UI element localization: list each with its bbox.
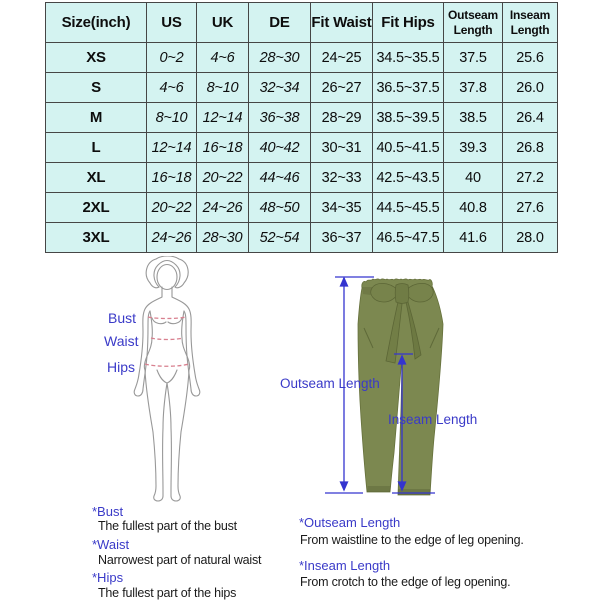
- column-header-de: DE: [249, 3, 311, 43]
- outseam-length-label: Outseam Length: [280, 376, 380, 391]
- cell: 36~38: [249, 103, 311, 133]
- cell: 24~25: [311, 43, 373, 73]
- bust-label: Bust: [108, 310, 137, 326]
- cell: 26.8: [503, 133, 558, 163]
- cell: 42.5~43.5: [373, 163, 444, 193]
- cell: 34~35: [311, 193, 373, 223]
- table-row-3xl: [46, 223, 558, 253]
- cell: 27.2: [503, 163, 558, 193]
- cell: 4~6: [147, 73, 197, 103]
- figure-left-leg: [145, 370, 167, 501]
- note-term-outseam: *Outseam Length: [299, 515, 401, 530]
- cell: 28~29: [311, 103, 373, 133]
- note-term-waist: *Waist: [92, 537, 130, 552]
- cell: 8~10: [197, 73, 249, 103]
- note-desc-waist: Narrowest part of natural waist: [98, 553, 262, 567]
- cell: 28~30: [197, 223, 249, 253]
- column-header-uk: UK: [197, 3, 249, 43]
- table-row-xs: [46, 43, 558, 73]
- cell: 30~31: [311, 133, 373, 163]
- cell: 34.5~35.5: [373, 43, 444, 73]
- cell: 44~46: [249, 163, 311, 193]
- cell: 4~6: [197, 43, 249, 73]
- waist-label: Waist: [104, 333, 139, 349]
- note-term-inseam: *Inseam Length: [299, 558, 391, 573]
- hips-measure-line: [145, 364, 189, 366]
- figure-bra-cups: [152, 318, 182, 324]
- body-measurement-figure: [126, 256, 210, 502]
- cell: 37.8: [444, 73, 503, 103]
- figure-face: [157, 265, 177, 290]
- cell: 32~34: [249, 73, 311, 103]
- cell: S: [46, 73, 147, 103]
- cell: 20~22: [197, 163, 249, 193]
- table-row-xl: [46, 163, 558, 193]
- figure-right-leg: [167, 370, 189, 501]
- cell: 37.5: [444, 43, 503, 73]
- cell: 20~22: [147, 193, 197, 223]
- column-header-inseam: Inseam Length: [503, 3, 558, 43]
- cell: 0~2: [147, 43, 197, 73]
- table-row-l: [46, 133, 558, 163]
- cell: 25.6: [503, 43, 558, 73]
- cell: XL: [46, 163, 147, 193]
- cell: 3XL: [46, 223, 147, 253]
- cell: 38.5: [444, 103, 503, 133]
- column-header-outseam: Outseam Length: [444, 3, 503, 43]
- cell: L: [46, 133, 147, 163]
- cell: 46.5~47.5: [373, 223, 444, 253]
- table-row-m: [46, 103, 558, 133]
- note-desc-bust: The fullest part of the bust: [98, 519, 237, 533]
- column-header-fit-waist: Fit Waist: [311, 3, 373, 43]
- cell: 24~26: [147, 223, 197, 253]
- cell: 16~18: [197, 133, 249, 163]
- cell: 26.0: [503, 73, 558, 103]
- cell: 26~27: [311, 73, 373, 103]
- cell: 39.3: [444, 133, 503, 163]
- bust-measure-line: [148, 317, 186, 319]
- cell: 36.5~37.5: [373, 73, 444, 103]
- figure-torso: [144, 311, 190, 370]
- cell: 40: [444, 163, 503, 193]
- cell: 41.6: [444, 223, 503, 253]
- cell: 24~26: [197, 193, 249, 223]
- column-header-us: US: [147, 3, 197, 43]
- cell: M: [46, 103, 147, 133]
- note-desc-inseam: From crotch to the edge of leg opening.: [300, 575, 511, 589]
- waist-measure-line: [151, 338, 183, 340]
- cell: 27.6: [503, 193, 558, 223]
- cell: 26.4: [503, 103, 558, 133]
- note-desc-outseam: From waistline to the edge of leg opening.: [300, 533, 524, 547]
- table-row-2xl: [46, 193, 558, 223]
- cell: 12~14: [147, 133, 197, 163]
- cell: 40.5~41.5: [373, 133, 444, 163]
- table-row-s: [46, 73, 558, 103]
- cell: 28~30: [249, 43, 311, 73]
- figure-right-arm: [172, 297, 200, 396]
- cell: 36~37: [311, 223, 373, 253]
- size-chart-table: [45, 2, 558, 253]
- cell: 44.5~45.5: [373, 193, 444, 223]
- column-header-size: Size(inch): [46, 3, 147, 43]
- cell: 48~50: [249, 193, 311, 223]
- cell: 38.5~39.5: [373, 103, 444, 133]
- cell: 52~54: [249, 223, 311, 253]
- cell: 8~10: [147, 103, 197, 133]
- note-term-bust: *Bust: [92, 504, 124, 519]
- inseam-length-label: Inseam Length: [388, 412, 478, 427]
- note-desc-hips: The fullest part of the hips: [98, 586, 237, 600]
- cell: 32~33: [311, 163, 373, 193]
- column-header-fit-hips: Fit Hips: [373, 3, 444, 43]
- figure-bikini: [157, 370, 177, 383]
- hips-label: Hips: [107, 359, 136, 375]
- cell: 28.0: [503, 223, 558, 253]
- header-row: [46, 3, 558, 43]
- cell: 40~42: [249, 133, 311, 163]
- cell: 16~18: [147, 163, 197, 193]
- cell: 12~14: [197, 103, 249, 133]
- note-term-hips: *Hips: [92, 570, 124, 585]
- cell: 40.8: [444, 193, 503, 223]
- cell: XS: [46, 43, 147, 73]
- cell: 2XL: [46, 193, 147, 223]
